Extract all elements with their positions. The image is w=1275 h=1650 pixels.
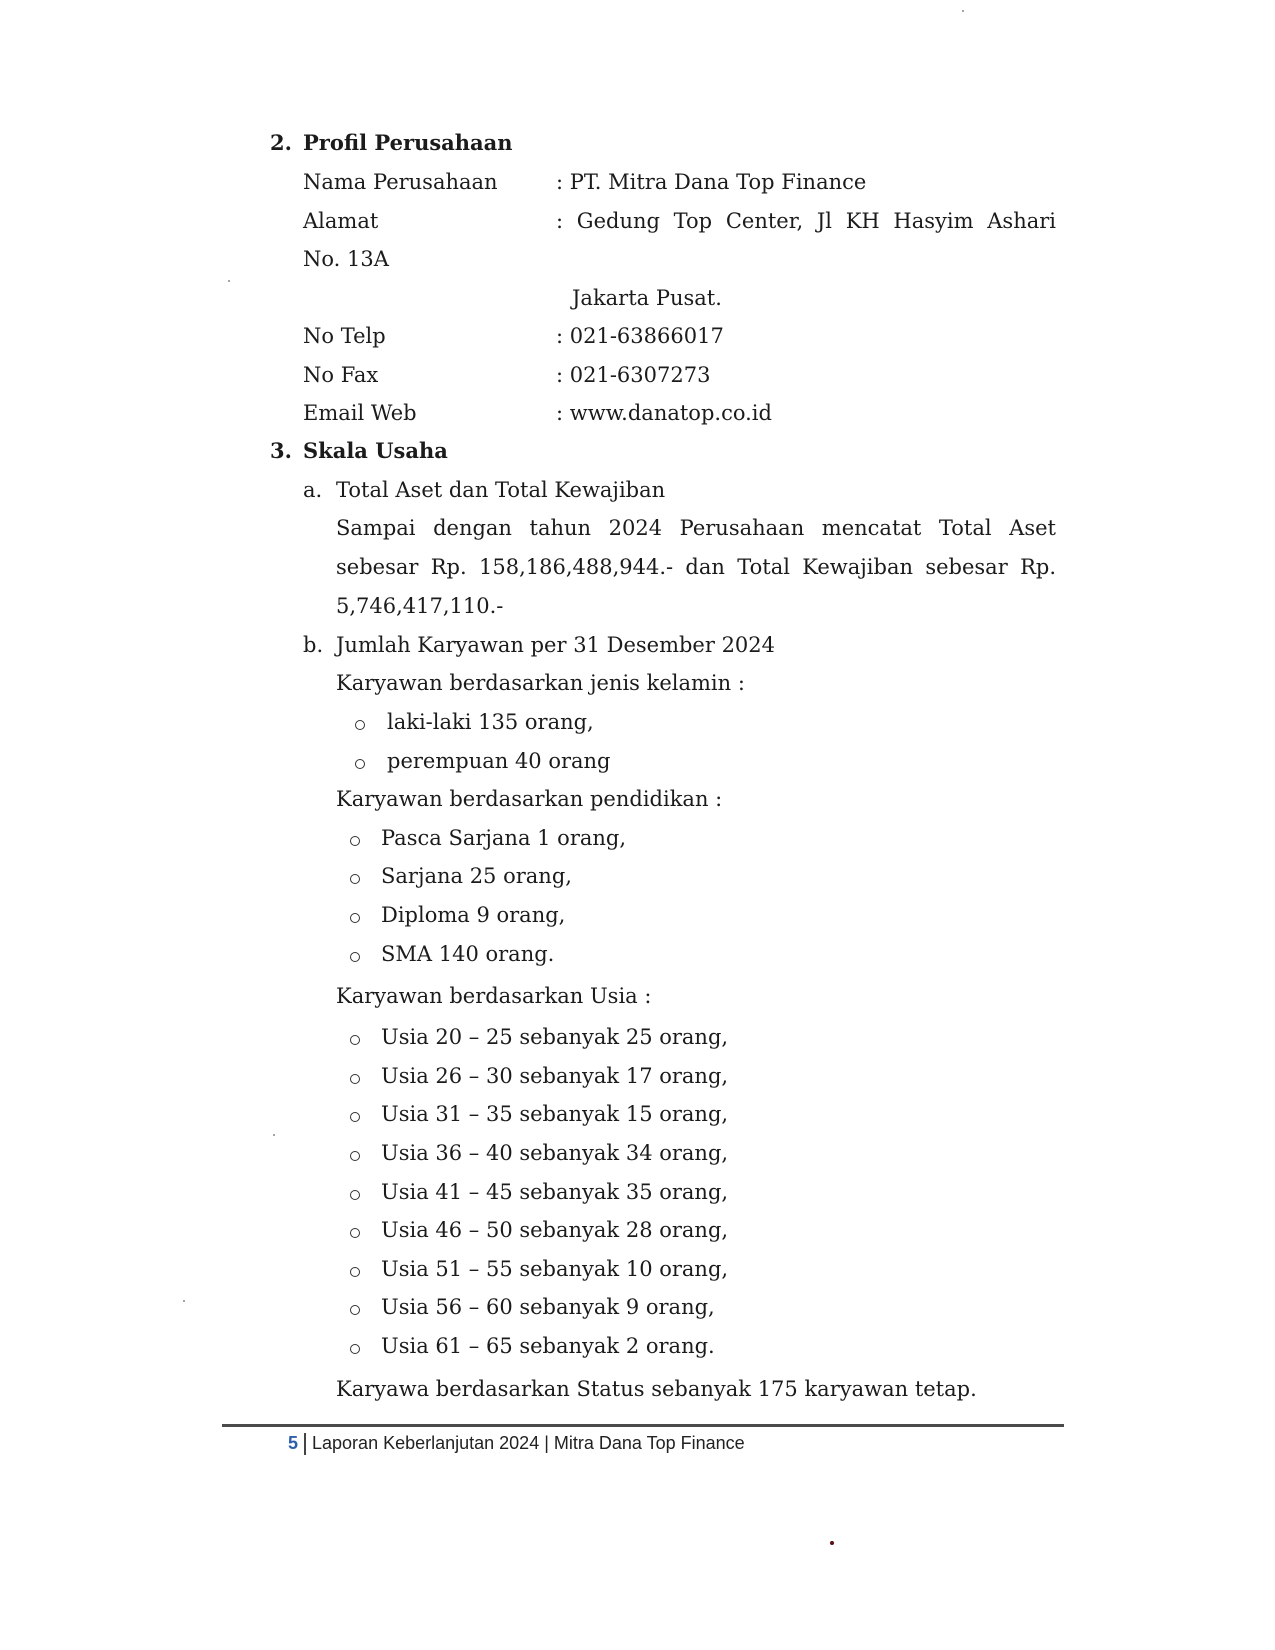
footer-rule xyxy=(222,1424,1064,1427)
circle-bullet-icon xyxy=(350,1305,360,1315)
list-item: Usia 51 – 55 sebanyak 10 orang, xyxy=(381,1257,729,1281)
scan-speck xyxy=(273,1134,275,1136)
age-heading: Karyawan berdasarkan Usia : xyxy=(336,984,652,1008)
assets-paragraph-line: Sampai dengan tahun 2024 Perusahaan mencatat Total Aset xyxy=(336,516,1056,540)
section-3-number: 3. xyxy=(270,438,292,463)
scan-speck xyxy=(830,1541,834,1545)
subsection-b-marker: b. xyxy=(303,633,324,657)
circle-bullet-icon xyxy=(350,1267,360,1277)
circle-bullet-icon xyxy=(355,720,365,730)
profile-label: No Telp xyxy=(303,324,386,348)
assets-paragraph-line: 5,746,417,110.- xyxy=(336,594,504,618)
status-line: Karyawa berdasarkan Status sebanyak 175 karyawan tetap. xyxy=(336,1377,977,1401)
profile-label: Alamat xyxy=(303,209,379,233)
circle-bullet-icon xyxy=(350,1151,360,1161)
list-item: Usia 46 – 50 sebanyak 28 orang, xyxy=(381,1218,729,1242)
page-footer xyxy=(288,1433,745,1455)
list-item: perempuan 40 orang xyxy=(387,749,611,773)
list-item: SMA 140 orang. xyxy=(381,942,555,966)
circle-bullet-icon xyxy=(350,1035,360,1045)
subsection-a-marker: a. xyxy=(303,478,323,502)
circle-bullet-icon xyxy=(350,1344,360,1354)
profile-value: Jakarta Pusat. xyxy=(572,286,722,310)
page-number: 5 xyxy=(288,1433,299,1453)
profile-label: No Fax xyxy=(303,363,379,387)
circle-bullet-icon xyxy=(350,874,360,884)
scan-speck xyxy=(228,280,230,282)
list-item: Usia 26 – 30 sebanyak 17 orang, xyxy=(381,1064,729,1088)
section-3-title: Skala Usaha xyxy=(303,438,448,463)
list-item: Usia 56 – 60 sebanyak 9 orang, xyxy=(381,1295,715,1319)
section-2-title: Profil Perusahaan xyxy=(303,130,513,155)
subsection-b-title: Jumlah Karyawan per 31 Desember 2024 xyxy=(336,633,776,657)
circle-bullet-icon xyxy=(350,952,360,962)
profile-label: Nama Perusahaan xyxy=(303,170,498,194)
footer-text: Laporan Keberlanjutan 2024 | Mitra Dana Top Finance xyxy=(312,1433,745,1453)
circle-bullet-icon xyxy=(350,1190,360,1200)
profile-value: : PT. Mitra Dana Top Finance xyxy=(556,170,867,194)
section-2-number: 2. xyxy=(270,130,292,155)
list-item: Pasca Sarjana 1 orang, xyxy=(381,826,627,850)
circle-bullet-icon xyxy=(350,1228,360,1238)
gender-heading: Karyawan berdasarkan jenis kelamin : xyxy=(336,671,745,695)
education-heading: Karyawan berdasarkan pendidikan : xyxy=(336,787,723,811)
profile-value: : Gedung Top Center, Jl KH Hasyim Ashari xyxy=(556,209,1056,233)
footer-divider xyxy=(304,1433,306,1455)
list-item: laki-laki 135 orang, xyxy=(387,710,594,734)
list-item: Diploma 9 orang, xyxy=(381,903,566,927)
list-item: Sarjana 25 orang, xyxy=(381,864,572,888)
scan-speck xyxy=(183,1300,185,1302)
circle-bullet-icon xyxy=(350,1112,360,1122)
circle-bullet-icon xyxy=(350,913,360,923)
list-item: Usia 20 – 25 sebanyak 25 orang, xyxy=(381,1025,729,1049)
assets-paragraph-line: sebesar Rp. 158,186,488,944.- dan Total Kewajiban sebesar Rp. xyxy=(336,555,1056,579)
profile-label: No. 13A xyxy=(303,247,389,271)
circle-bullet-icon xyxy=(350,1074,360,1084)
list-item: Usia 41 – 45 sebanyak 35 orang, xyxy=(381,1180,729,1204)
scan-speck xyxy=(962,10,964,12)
subsection-a-title: Total Aset dan Total Kewajiban xyxy=(336,478,666,502)
profile-label: Email Web xyxy=(303,401,417,425)
profile-value: : www.danatop.co.id xyxy=(556,401,772,425)
list-item: Usia 36 – 40 sebanyak 34 orang, xyxy=(381,1141,729,1165)
list-item: Usia 61 – 65 sebanyak 2 orang. xyxy=(381,1334,715,1358)
profile-value: : 021-6307273 xyxy=(556,363,711,387)
list-item: Usia 31 – 35 sebanyak 15 orang, xyxy=(381,1102,729,1126)
profile-value: : 021-63866017 xyxy=(556,324,724,348)
circle-bullet-icon xyxy=(350,836,360,846)
circle-bullet-icon xyxy=(355,759,365,769)
